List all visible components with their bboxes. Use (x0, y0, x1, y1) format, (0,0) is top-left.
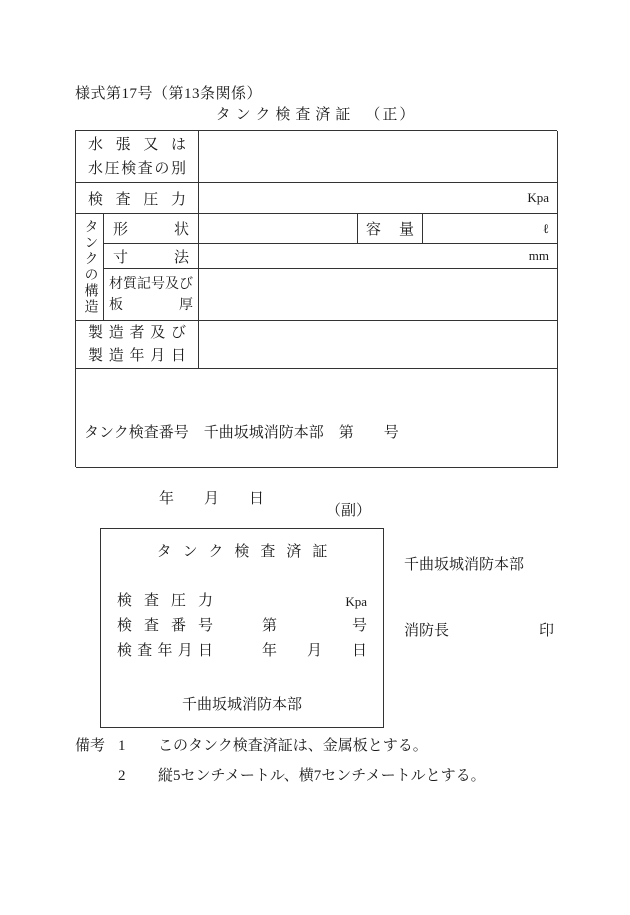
sub-number-value: 第 号 (261, 618, 367, 634)
capacity-label: 容量 (358, 214, 423, 244)
sub-certificate-organization: 千曲坂城消防本部 (181, 697, 302, 713)
tank-structure-group-label: タンクの構造 (76, 214, 104, 321)
sub-certificate-rows (101, 589, 383, 664)
copy-label: （副） (325, 503, 371, 519)
shape-value-cell (199, 214, 358, 244)
remarks-section (75, 731, 486, 791)
fire-chief-seal-line: 消防長 印 (404, 623, 555, 639)
remarks-heading: 備考 (75, 738, 106, 754)
sub-pressure-unit: Kpa (345, 594, 367, 609)
sub-row-pressure (117, 589, 367, 614)
sub-row-date (117, 639, 367, 664)
sub-date-label: 検査年月日 (117, 643, 213, 659)
certificate-number-line: タンク検査番号 千曲坂城消防本部 第 号 (84, 425, 399, 441)
sub-certificate-title: タンク検査済証 (156, 544, 339, 560)
remark-2-text: 縦5センチメートル、横7センチメートルとする。 (158, 768, 486, 784)
sub-number-label: 検査番号 (117, 618, 213, 634)
water-test-label: 水張又は 水圧検査の別 (76, 131, 199, 183)
main-title (75, 106, 557, 124)
shape-label: 形状 (104, 214, 199, 244)
pressure-unit: Kpa (527, 190, 549, 205)
sub-pressure-label: 検査圧力 (117, 593, 213, 609)
certificate-date-line: 年 月 日 (84, 491, 265, 507)
sub-row-number (117, 614, 367, 639)
pressure-label: 検査圧力 (76, 183, 199, 214)
remark-1-number: 1 (118, 738, 126, 754)
remark-2-number: 2 (118, 768, 126, 784)
manufacturer-label: 製造者及び 製造年月日 (76, 321, 199, 369)
dimensions-unit: mm (528, 248, 549, 263)
manufacturer-value-cell (199, 321, 558, 369)
capacity-unit: ℓ (542, 220, 549, 236)
capacity-value-cell (423, 214, 558, 244)
dimensions-value-cell (199, 244, 558, 269)
main-title-suffix: （正） (365, 107, 417, 123)
sub-certificate-box (100, 528, 384, 728)
remark-1-text: このタンク検査済証は、金属板とする。 (158, 738, 428, 754)
material-label: 材質記号及び 板厚 (104, 269, 199, 321)
water-test-value-cell (199, 131, 558, 183)
sub-date-value: 年 月 日 (261, 643, 367, 659)
form-number: 様式第17号（第13条関係） (75, 86, 263, 102)
remark-item-1 (75, 731, 486, 761)
pressure-value-cell (199, 183, 558, 214)
dimensions-label: 寸法 (104, 244, 199, 269)
certificate-organization: 千曲坂城消防本部 (404, 557, 525, 573)
remark-item-2 (75, 761, 486, 791)
main-title-text: タンク検査済証 (215, 107, 356, 123)
material-value-cell (199, 269, 558, 321)
